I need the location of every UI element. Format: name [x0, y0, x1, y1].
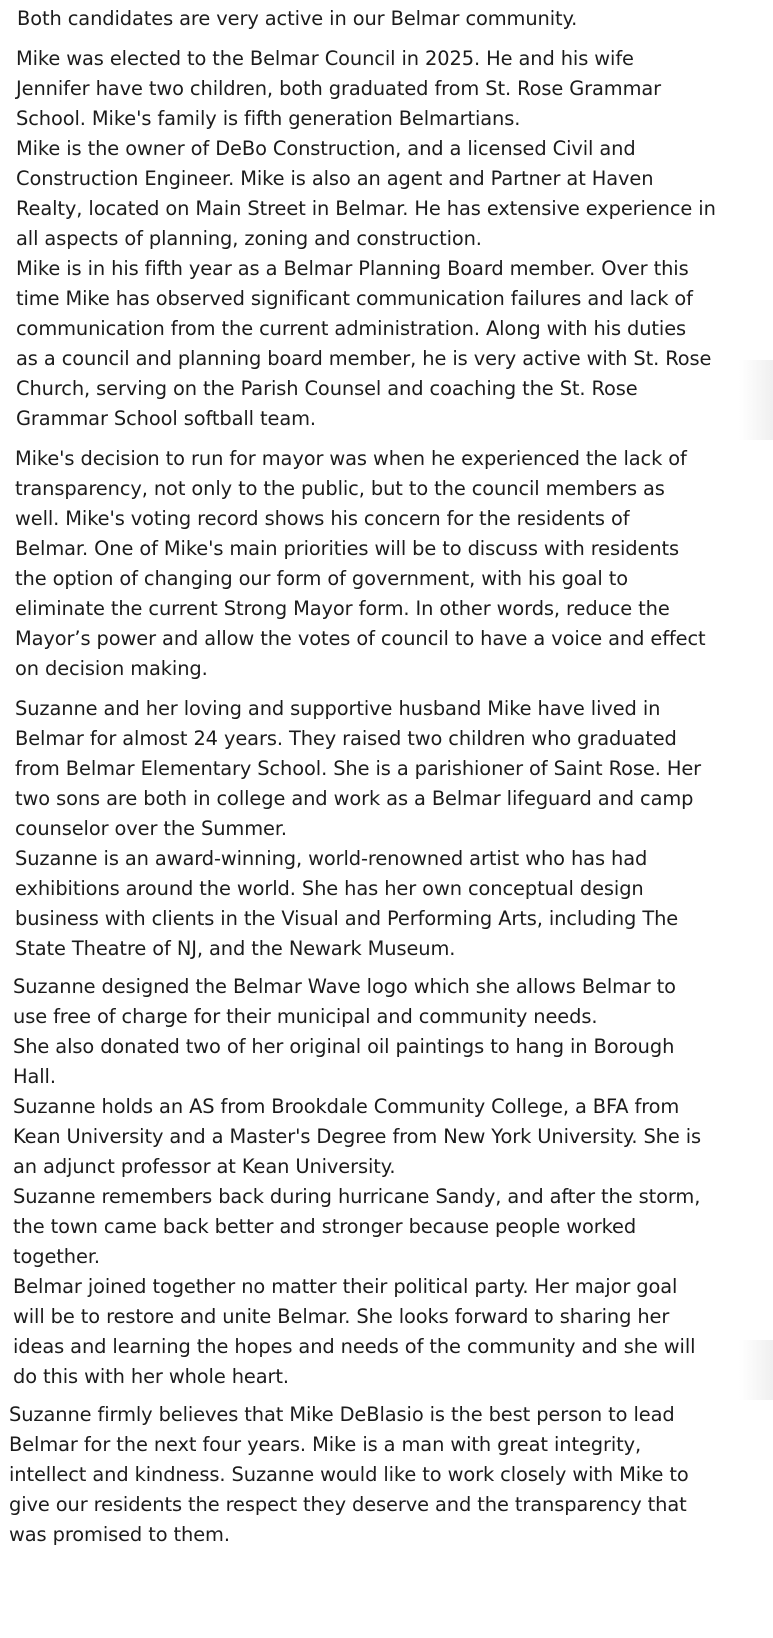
text-line: Kean University and a Master's Degree from New York University. She is — [13, 1125, 702, 1148]
text-line: the town came back better and stronger because people worked — [13, 1215, 637, 1238]
text-line: an adjunct professor at Kean University. — [13, 1155, 396, 1178]
text-line: on decision making. — [15, 657, 208, 680]
edge-shade — [739, 360, 773, 440]
text-line: exhibitions around the world. She has her own conceptual design — [15, 877, 644, 900]
text-line: was promised to them. — [9, 1523, 230, 1546]
text-line: do this with her whole heart. — [13, 1365, 289, 1388]
text-line: communication from the current administration. Along with his duties — [16, 317, 687, 340]
text-line: Belmar joined together no matter their political party. Her major goal — [13, 1275, 678, 1298]
text-line: give our residents the respect they deserve and the transparency that — [9, 1493, 687, 1516]
text-line: use free of charge for their municipal and community needs. — [13, 1005, 598, 1028]
text-line: Hall. — [13, 1065, 56, 1088]
text-line: Suzanne is an award-winning, world-renowned artist who has had — [15, 847, 648, 870]
text-line: intellect and kindness. Suzanne would like to work closely with Mike to — [9, 1463, 689, 1486]
text-line: business with clients in the Visual and Performing Arts, including The — [15, 907, 679, 930]
text-line: eliminate the current Strong Mayor form. In other words, reduce the — [15, 597, 670, 620]
text-line: Belmar. One of Mike's main priorities will be to discuss with residents — [15, 537, 680, 560]
text-line: Both candidates are very active in our Belmar community. — [17, 7, 578, 30]
text-line: She also donated two of her original oil paintings to hang in Borough — [13, 1035, 675, 1058]
text-line: Realty, located on Main Street in Belmar. He has extensive experience in — [16, 197, 716, 220]
text-line: the option of changing our form of government, with his goal to — [15, 567, 628, 590]
text-line: Mike was elected to the Belmar Council in 2025. He and his wife — [16, 47, 634, 70]
text-line: Mike is in his fifth year as a Belmar Planning Board member. Over this — [16, 257, 689, 280]
text-line: as a council and planning board member, he is very active with St. Rose — [16, 347, 712, 370]
text-line: will be to restore and unite Belmar. She looks forward to sharing her — [13, 1305, 670, 1328]
text-line: Suzanne and her loving and supportive husband Mike have lived in — [15, 697, 661, 720]
text-line: Suzanne firmly believes that Mike DeBlasio is the best person to lead — [9, 1403, 675, 1426]
edge-shade — [739, 1340, 773, 1400]
text-line: Suzanne designed the Belmar Wave logo which she allows Belmar to — [13, 975, 676, 998]
text-line: time Mike has observed significant communication failures and lack of — [16, 287, 693, 310]
text-line: ideas and learning the hopes and needs of the community and she will — [13, 1335, 696, 1358]
text-line: Belmar for the next four years. Mike is a man with great integrity, — [9, 1433, 642, 1456]
text-line: Belmar for almost 24 years. They raised two children who graduated — [15, 727, 677, 750]
text-line: Grammar School softball team. — [16, 407, 316, 430]
text-line: together. — [13, 1245, 100, 1268]
text-line: Suzanne remembers back during hurricane Sandy, and after the storm, — [13, 1185, 701, 1208]
text-line: State Theatre of NJ, and the Newark Museum. — [15, 937, 456, 960]
text-line: transparency, not only to the public, but to the council members as — [15, 477, 665, 500]
text-line: Church, serving on the Parish Counsel and coaching the St. Rose — [16, 377, 638, 400]
text-line: well. Mike's voting record shows his concern for the residents of — [15, 507, 630, 530]
text-line: from Belmar Elementary School. She is a parishioner of Saint Rose. Her — [15, 757, 702, 780]
text-line: Jennifer have two children, both graduated from St. Rose Grammar — [16, 77, 662, 100]
text-line: Suzanne holds an AS from Brookdale Community College, a BFA from — [13, 1095, 680, 1118]
text-line: Construction Engineer. Mike is also an agent and Partner at Haven — [16, 167, 654, 190]
text-line: counselor over the Summer. — [15, 817, 287, 840]
text-line: Mike's decision to run for mayor was when he experienced the lack of — [15, 447, 687, 470]
text-line: Mike is the owner of DeBo Construction, and a licensed Civil and — [16, 137, 636, 160]
text-line: School. Mike's family is fifth generation Belmartians. — [16, 107, 521, 130]
text-line: all aspects of planning, zoning and construction. — [16, 227, 482, 250]
text-line: Mayor’s power and allow the votes of council to have a voice and effect — [15, 627, 706, 650]
text-line: two sons are both in college and work as a Belmar lifeguard and camp — [15, 787, 694, 810]
